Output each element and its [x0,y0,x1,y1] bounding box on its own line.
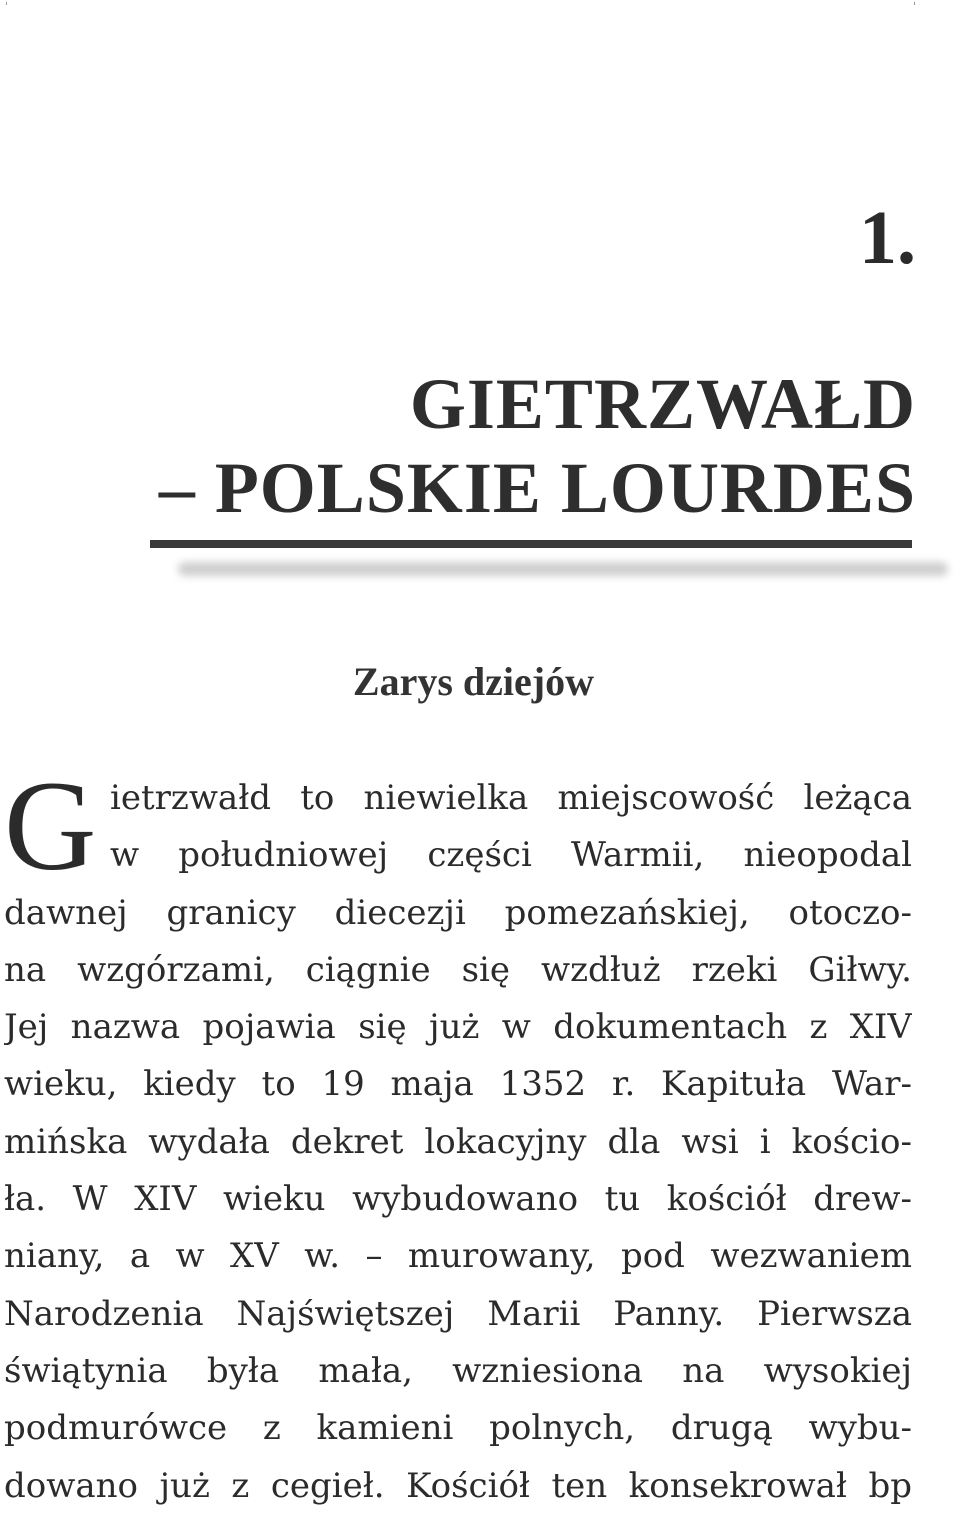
body-line-11: świątynia była mała, wzniesiona na wysokiej [4,1350,912,1391]
body-line-3: dawnej granicy diecezji pomezańskiej, otoczo- [4,892,912,933]
body-line-1: ietrzwałd to niewielka miejscowość leżąca [110,778,912,818]
crop-mark-right [914,2,915,5]
title-underline [150,540,912,548]
body-line-6: wieku, kiedy to 19 maja 1352 r. Kapituła War- [4,1064,912,1105]
chapter-title-line-1: GIETRZWAŁD [409,364,916,444]
chapter-number: 1. [859,196,916,280]
section-subtitle: Zarys dziejów [352,659,594,704]
body-paragraph [4,770,912,1515]
crop-mark-left [6,2,7,5]
body-line-5: Jej nazwa pojawia się już w dokumentach z XIV [4,1007,912,1048]
chapter-title-line-2: – POLSKIE LOURDES [158,448,916,528]
body-line-8: ła. W XIV wieku wybudowano tu kościół drew- [4,1179,912,1220]
title-underline-shadow [178,562,948,576]
body-line-4: na wzgórzami, ciągnie się wzdłuż rzeki Giłwy. [4,949,912,990]
body-line-10: Narodzenia Najświętszej Marii Panny. Pierwsza [4,1293,912,1334]
body-line-7: mińska wydała dekret lokacyjny dla wsi i kościo- [4,1121,912,1162]
body-line-9: niany, a w XV w. – murowany, pod wezwaniem [4,1236,912,1277]
body-line-13: dowano już z cegieł. Kościół ten konsekrował bp [4,1465,912,1506]
chapter-title [159,362,916,530]
drop-cap: G [4,755,97,897]
body-line-2: w południowej części Warmii, nieopodal [110,835,912,876]
body-line-12: podmurówce z kamieni polnych, drugą wybu- [4,1408,912,1449]
